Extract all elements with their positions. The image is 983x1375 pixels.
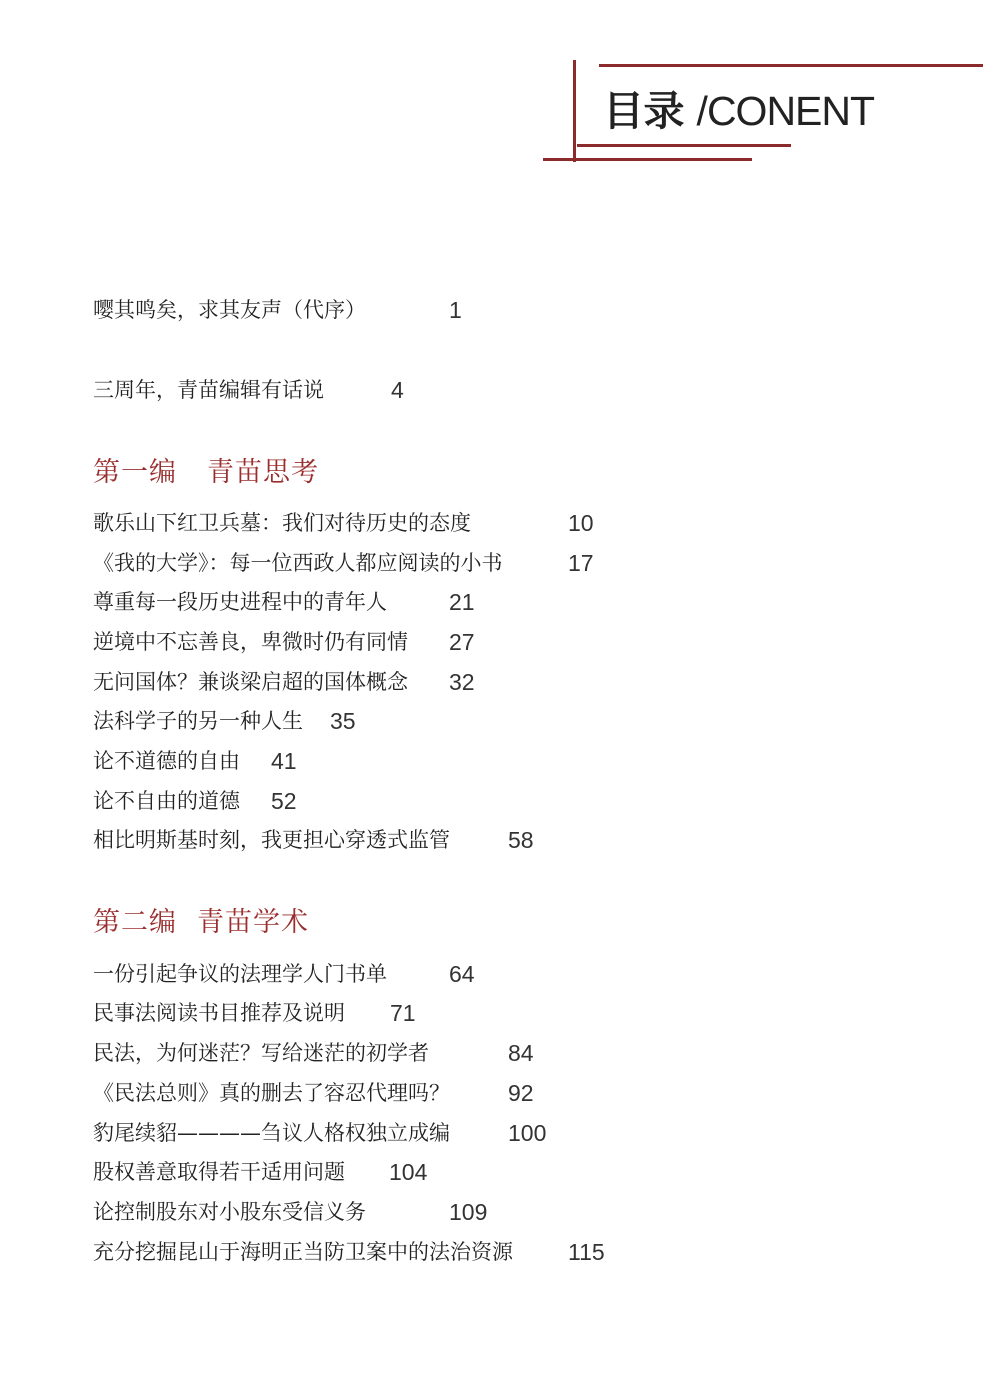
toc-entry-title: 歌乐山下红卫兵墓：我们对待历史的态度 [93,511,471,535]
toc-entry-title: 三周年，青苗编辑有话说 [93,378,324,402]
toc-entry-page: 1 [449,297,462,323]
toc-entry-title: 无问国体？兼谈梁启超的国体概念 [93,670,408,694]
section-heading-1 [93,455,319,491]
toc-entry[interactable] [93,1078,534,1108]
toc-entry[interactable] [93,959,475,989]
toc-entry[interactable] [93,786,297,816]
toc-entry[interactable] [93,746,297,776]
page-title-cn: 目录 [603,87,684,135]
toc-entry-page: 27 [449,629,475,655]
toc-entry-title: 一份引起争议的法理学人门书单 [93,962,387,986]
toc-entry-title: 民事法阅读书目推荐及说明 [93,1001,345,1025]
toc-entry-title: 相比明斯基时刻，我更担心穿透式监管 [93,828,450,852]
toc-entry-title: 股权善意取得若干适用问题 [93,1160,345,1184]
toc-entry-title: 《我的大学》：每一位西政人都应阅读的小书 [93,551,503,575]
page-title [603,86,874,136]
page-title-en: /CONENT [696,88,875,134]
toc-entry-page: 52 [271,788,297,814]
toc-entry-page: 109 [449,1199,488,1225]
toc-entry-page: 104 [389,1159,428,1185]
toc-entry[interactable] [93,375,404,405]
toc-entry[interactable] [93,548,594,578]
toc-entry-page: 41 [271,748,297,774]
toc-entry-page: 115 [568,1239,605,1265]
toc-entry-title: 豹尾续貂————刍议人格权独立成编 [93,1121,450,1145]
toc-entry[interactable] [93,587,475,617]
toc-entry[interactable] [93,1237,605,1267]
toc-entry-page: 100 [508,1120,547,1146]
toc-entry-title: 论控制股东对小股东受信义务 [93,1200,366,1224]
toc-entry-title: 嘤其鸣矣，求其友声（代序） [93,298,366,322]
toc-entry-page: 58 [508,827,534,853]
toc-entry[interactable] [93,1038,534,1068]
toc-entry-title: 逆境中不忘善良，卑微时仍有同情 [93,630,408,654]
toc-entry-page: 71 [390,1000,416,1026]
header-rule-top [599,64,983,67]
toc-entry-page: 35 [330,708,356,734]
toc-entry-page: 21 [449,589,475,615]
toc-entry[interactable] [93,706,356,736]
section-heading-2 [93,905,309,941]
toc-entry-page: 64 [449,961,475,987]
toc-entry[interactable] [93,1157,428,1187]
section-name: 青苗学术 [197,907,309,938]
toc-entry-title: 论不自由的道德 [93,789,240,813]
header-rule-vertical [573,60,576,162]
toc-entry-page: 92 [508,1080,534,1106]
header-rule-middle [577,144,791,147]
toc-entry-title: 民法，为何迷茫？写给迷茫的初学者 [93,1041,429,1065]
toc-entry-title: 尊重每一段历史进程中的青年人 [93,590,387,614]
section-name: 青苗思考 [207,457,319,488]
toc-entry[interactable] [93,508,594,538]
section-number: 第一编 [93,457,177,488]
toc-entry-page: 4 [391,377,404,403]
toc-entry-page: 17 [568,550,594,576]
toc-entry[interactable] [93,295,462,325]
header-rule-bottom [543,158,752,161]
toc-entry-title: 论不道德的自由 [93,749,240,773]
section-number: 第二编 [93,907,177,938]
toc-entry[interactable] [93,825,534,855]
toc-entry[interactable] [93,627,475,657]
toc-entry[interactable] [93,1197,488,1227]
toc-entry-title: 充分挖掘昆山于海明正当防卫案中的法治资源 [93,1240,513,1264]
toc-entry[interactable] [93,1118,547,1148]
toc-entry-title: 法科学子的另一种人生 [93,709,303,733]
toc-entry-page: 32 [449,669,475,695]
toc-entry-title: 《民法总则》真的删去了容忍代理吗？ [93,1081,450,1105]
toc-entry[interactable] [93,667,475,697]
toc-entry-page: 10 [568,510,594,536]
toc-entry[interactable] [93,998,416,1028]
toc-entry-page: 84 [508,1040,534,1066]
